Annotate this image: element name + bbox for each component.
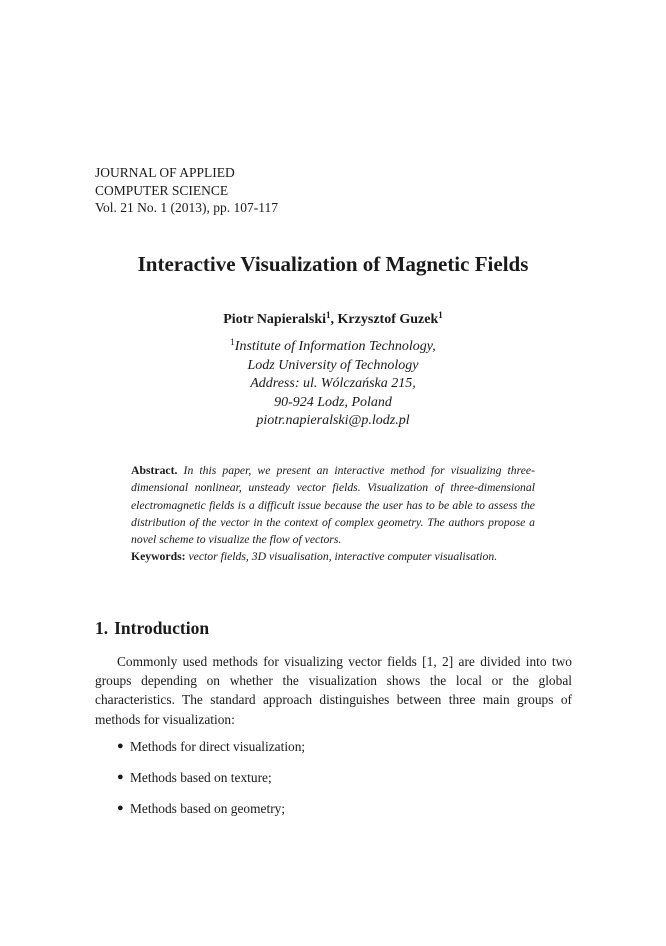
author-separator: , [330, 312, 338, 327]
affiliation-mark: 1 [326, 310, 331, 320]
journal-name-line-1: JOURNAL OF APPLIED [95, 165, 235, 180]
author-list [0, 311, 666, 329]
affiliation-address: Address: ul. Wólczańska 215, [250, 376, 416, 391]
list-item-text: Methods for direct visualization; [130, 739, 306, 754]
journal-volume: Vol. 21 No. 1 (2013), pp. 107-117 [95, 200, 278, 215]
bullet-icon: ● [117, 802, 124, 814]
affiliation-line [0, 338, 666, 357]
journal-header [95, 164, 278, 217]
affiliation-mark: 1 [230, 337, 235, 347]
affiliation-city: 90-924 Lodz, Poland [274, 394, 392, 410]
section-heading [95, 617, 209, 639]
method-list [117, 737, 305, 830]
list-item-text: Methods based on geometry; [130, 801, 286, 816]
affiliation-institute: Institute of Information Technology, [234, 339, 436, 354]
journal-name-line-2: COMPUTER SCIENCE [95, 182, 229, 198]
affiliation-university: Lodz University of Technology [247, 357, 419, 373]
abstract-text: In this paper, we present an interactive method for visualizing three-dimensional nonlinear, unsteady vector fields. Visualization of three-dimensional electromagnetic fields is a difficult issue because the user has to be able to assess the distribution of the vector in the context of complex geometry. The authors propose a novel scheme to visualize the flow of vectors. [131, 464, 536, 547]
intro-paragraph: Commonly used methods for visualizing vector fields [1, 2] are divided into two groups depending on whether the visualization shows the local or the global characteristics. The standard approach distinguishes between three main groups of methods for visualization: [95, 654, 572, 727]
bullet-icon: ● [117, 771, 124, 783]
list-item [117, 737, 305, 756]
section-title: Introduction [114, 618, 210, 638]
paper-title: Interactive Visualization of Magnetic Fields [137, 252, 529, 276]
affiliation-mark: 1 [438, 310, 443, 320]
keywords-text: vector fields, 3D visualisation, interactive computer visualisation. [188, 550, 498, 564]
author-name: Piotr Napieralski [223, 312, 327, 327]
bullet-icon: ● [117, 740, 124, 752]
abstract-paragraph [131, 462, 535, 548]
section-number: 1. [95, 618, 109, 638]
author-name: Krzysztof Guzek [337, 312, 439, 327]
keywords-label: Keywords: [131, 550, 186, 564]
list-item-text: Methods based on texture; [130, 770, 272, 785]
keywords-paragraph [131, 548, 535, 565]
list-item [117, 799, 305, 818]
abstract-label: Abstract. [131, 464, 178, 477]
list-item [117, 768, 305, 787]
author-email: piotr.napieralski@p.lodz.pl [256, 413, 410, 428]
abstract-block [131, 462, 535, 566]
affiliation-block [0, 338, 666, 431]
